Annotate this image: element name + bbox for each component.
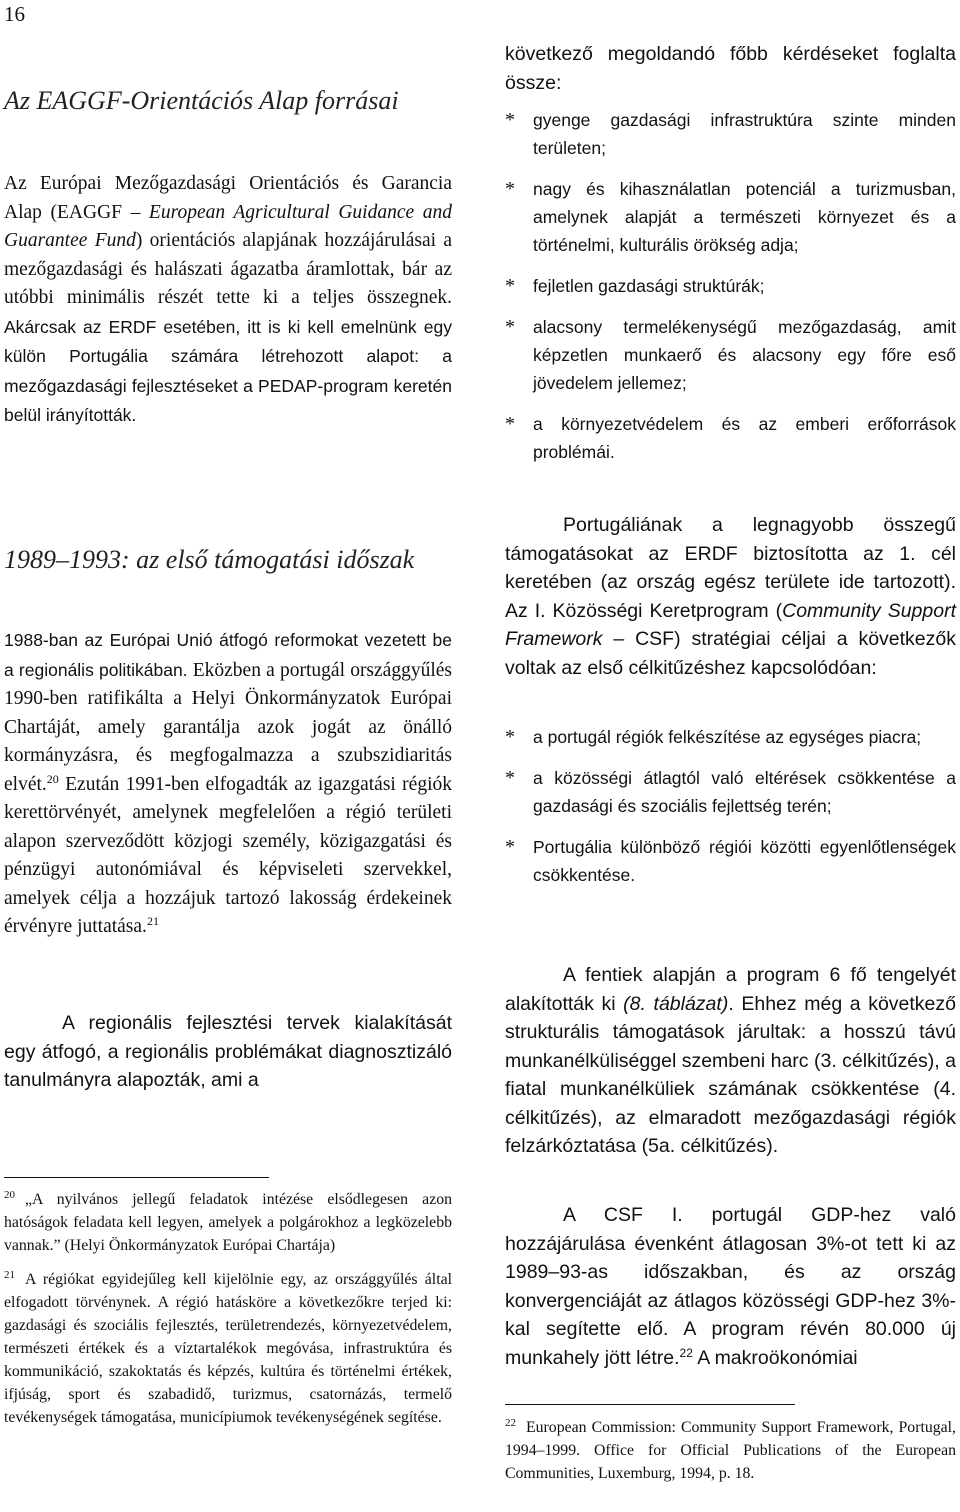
list-item: * alacsony termelékenységű mezőgazdaság, amit képzetlen munkaerő és alacsony egy főre eső jövedelem jellemez; <box>505 316 956 393</box>
list-item: * fejletlen gazdasági struktúrák; <box>505 275 765 297</box>
reform-paragraph: 1988-ban az Európai Unió átfogó reformokat vezetett be a regionális politikában. Eközben a portugál országgyűlés 1990-ben ratifikálta a Helyi Önkormányzatok Európai Chartáját, amely garantálja azok jogát az önálló kormányzásra, és megfogalmazza a szubszidiaritás elvét.$^{20}$ Ezután 1991-ben elfogadták az igazgatási régiók kerettörvényét, amelynek megfelelően a régió területi alapon szerveződött közjogi személy, közigazgatási és pénzügyi autonómiával és képviseleti szervekkel, amelyek célja a hozzájuk tartozó lakosság érdekeinek érvényre juttatása.$^{21}$ <box>4 630 452 937</box>
objectives-list <box>505 723 956 902</box>
footnote-21: $^{21}$ A régiókat egyidejűleg kell kijelölnie egy, az országgyűlés által elfogadott törvénynek. A régió hatásköre a következőkre terjed ki: gazdasági és szociális fejlesztés, területrendezés, környezetvédelem, természeti értékek és a víztartalékok megóvása, infrastruktúra és kommunikáció, szakoktatás és képzés, kultúra és történelmi értékek, ifjúság, sport és szabadidő, turizmus, csatornázás, termelő tevékenységek támogatása, municípiumok tevékenységének segítése. <box>4 1269 452 1426</box>
footnotes-left <box>4 1188 452 1429</box>
list-item: * Portugália különböző régiói közötti egyenlőtlenségek csökkentése. <box>505 836 956 885</box>
page-number: 16 <box>4 2 25 26</box>
footnote-ref-21[interactable]: 21 <box>146 914 159 928</box>
section-heading-eaggf: Az EAGGF-Orientációs Alap forrásai <box>4 86 399 115</box>
footnote-20: $^{20}$ „A nyilvános jellegű feladatok intézése elsődlegesen azon hatóságok feladata kell legyen, amelyek a polgárokhoz a legközelebb vannak.” (Helyi Önkormányzatok Európai Chartája) <box>4 1189 452 1254</box>
list-item: * a közösségi átlagtól való eltérések csökkentése a gazdasági és szociális fejlettség terén; <box>505 767 956 816</box>
problem-list <box>505 106 956 479</box>
csf-paragraph: Portugáliának a legnagyobb összegű támogatásokat az ERDF biztosította az 1. cél keretében (az ország egész területe ide tartozott). Az I. Közösségi Keretprogram (Community Support Framework – CSF) stratégiai céljai a következők voltak az első célkitűzéshez kapcsolódóan: <box>505 514 956 679</box>
list-item: * a környezetvédelem és az emberi erőforrások problémái. <box>505 413 956 462</box>
footnote-22: $^{22}$ European Commission: Community Support Framework, Portugal, 1994–1999. Office for Official Publications of the European Communities, Luxemburg, 1994, p. 18. <box>505 1417 956 1482</box>
footnote-rule <box>4 1177 269 1178</box>
list-item: * nagy és kihasználatlan potenciál a turizmusban, amelynek alapját a természeti környezet és a történelmi, kulturális örökség adja; <box>505 178 956 255</box>
footnotes-right <box>505 1416 956 1485</box>
regional-plan-paragraph: A regionális fejlesztési tervek kialakítását egy átfogó, a regionális problémákat diagnosztizáló tanulmányra alapozták, ami a <box>4 1012 452 1091</box>
list-item: * a portugál régiók felkészítése az egységes piacra; <box>505 726 922 748</box>
eaggf-paragraph: Az Európai Mezőgazdasági Orientációs és Garancia Alap (EAGGF – European Agricultural Guidance and Guarantee Fund) orientációs alapjának hozzájárulásai a mezőgazdasági és halászati ágazatba áramlottak, bár az utóbbi minimális részét tette ki a teljes összegnek. Akárcsak az ERDF esetében, itt is ki kell emelnünk egy külön Portugália számára létrehozott alapot: a mezőgazdasági fejlesztéseket a PEDAP-program keretén belül irányították. <box>4 173 453 425</box>
program-paragraph: A fentiek alapján a program 6 fő tengelyét alakították ki (8. táblázat). Ehhez még a következő strukturális támogatások járultak: a hosszú távú munkanélküliséggel szembeni harc (3. célkitűzés), a fiatal munkanélküliek számának csökkentése (4. célkitűzés), az elmaradott mezőgazdasági régiók felzárkóztatása (5a. célkitűzés). <box>505 964 956 1157</box>
footnote-rule <box>505 1404 795 1405</box>
footnote-ref-22[interactable]: 22 <box>679 1345 693 1360</box>
footnote-ref-20[interactable]: 20 <box>46 771 59 786</box>
section-heading-1989-1993: 1989–1993: az első támogatási időszak <box>4 545 415 574</box>
table-reference[interactable]: (8. táblázat) <box>623 992 729 1015</box>
intro-paragraph: következő megoldandó főbb kérdéseket foglalta össze: <box>505 43 956 94</box>
list-item: * gyenge gazdasági infrastruktúra szinte minden területen; <box>505 109 956 158</box>
gdp-paragraph: A CSF I. portugál GDP-hez való hozzájárulása évenként átlagosan 3%-ot tett ki az 1989–93-as időszakban, és az ország konvergenciáját az átlagos közösségi GDP-hez 3%-kal segítette elő. A program révén 80.000 új munkahely jött létre.$^{22}$ A makroökonómiai <box>505 1204 956 1369</box>
